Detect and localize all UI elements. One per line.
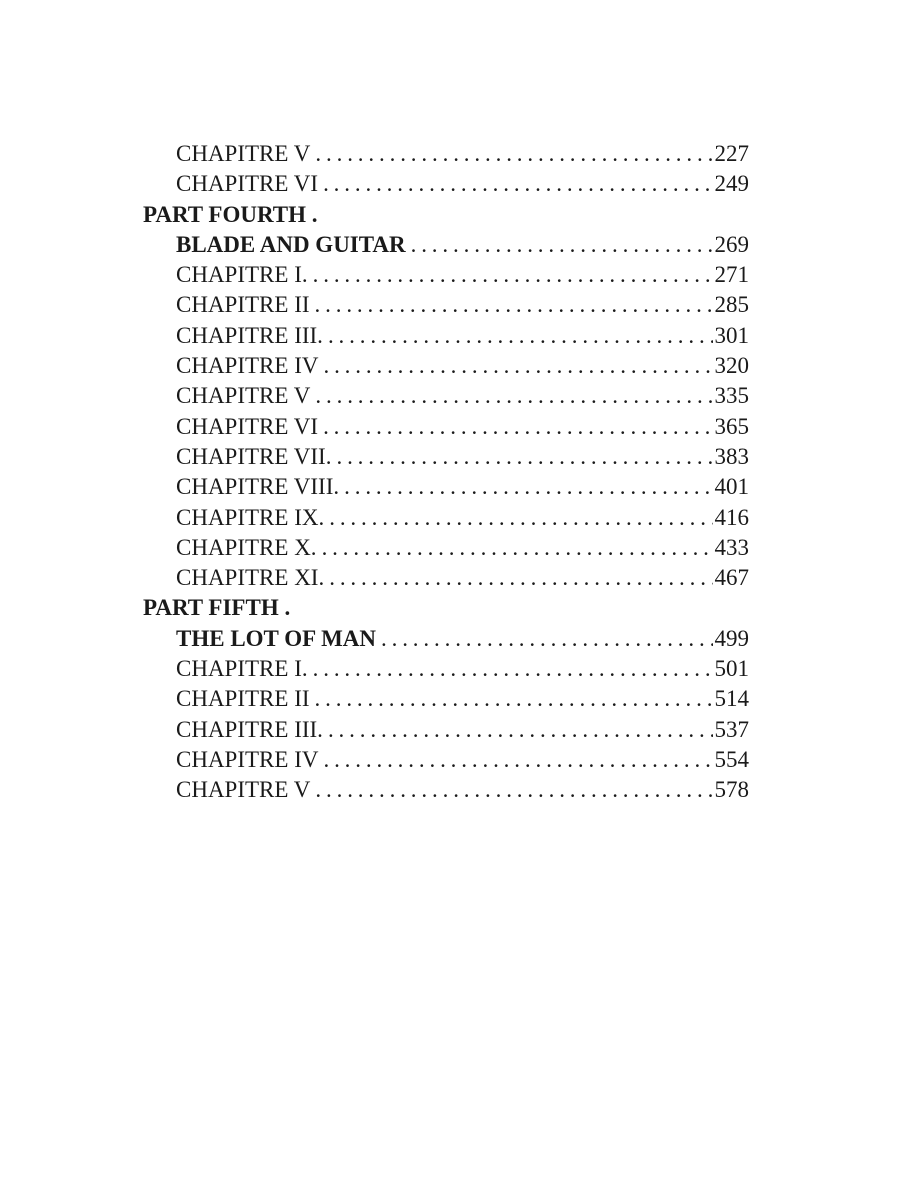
dot-leader [328,321,713,351]
toc-part-heading [143,200,749,230]
toc-entry-label: CHAPITRE IX. [176,504,325,530]
toc-entry [143,381,749,411]
toc-entry [143,472,749,502]
dot-leader [344,472,712,502]
toc-entry [143,260,749,290]
table-of-contents [143,139,749,806]
toc-entry-label: CHAPITRE V [176,777,311,803]
toc-entry-label: CHAPITRE I. [176,262,308,288]
dot-leader [313,654,713,684]
toc-entry [143,745,749,775]
toc-entry-page: 269 [714,231,749,257]
toc-entry-page: 335 [714,383,749,409]
toc-entry-page: 467 [714,565,749,591]
toc-entry-label: CHAPITRE III. [176,716,323,742]
toc-entry [143,563,749,593]
toc-entry-page: 320 [714,353,749,379]
dot-leader [315,381,712,411]
toc-entry-page: 499 [714,625,749,651]
toc-entry-label: CHAPITRE VII. [176,443,332,469]
toc-entry-label: CHAPITRE II [176,292,310,318]
toc-entry [143,684,749,714]
dot-leader [315,139,712,169]
toc-entry-page: 285 [714,292,749,318]
toc-entry-label: CHAPITRE V [176,383,311,409]
toc-entry-page: 578 [714,777,749,803]
dot-leader [323,412,712,442]
toc-entry [143,139,749,169]
dot-leader [322,533,713,563]
toc-entry [143,442,749,472]
toc-entry-page: 537 [714,716,749,742]
dot-leader [315,290,713,320]
toc-entry-label: CHAPITRE I. [176,656,308,682]
toc-entry-page: 271 [714,262,749,288]
toc-section-entry [143,624,749,654]
toc-entry-page: 554 [714,746,749,772]
dot-leader [323,351,712,381]
toc-entry [143,412,749,442]
toc-entry [143,321,749,351]
toc-entry-page: 227 [714,141,749,166]
dot-leader [411,230,713,260]
toc-entry-page: 514 [714,686,749,712]
toc-entry [143,654,749,684]
toc-entry-label: CHAPITRE XI. [176,565,325,591]
dot-leader [336,442,712,472]
toc-entry-page: 433 [714,534,749,560]
toc-entry-page: 365 [714,413,749,439]
toc-entry-label: CHAPITRE X. [176,534,317,560]
dot-leader [315,775,712,805]
toc-entry [143,503,749,533]
toc-part-heading [143,593,749,623]
toc-entry [143,775,749,805]
toc-entry-page: 501 [714,656,749,682]
toc-entry-page: 416 [714,504,749,530]
dot-leader [381,624,713,654]
dot-leader [328,715,713,745]
dot-leader [313,260,713,290]
toc-entry-label: CHAPITRE VIII. [176,474,340,500]
toc-entry-page: 383 [714,443,749,469]
toc-entry [143,715,749,745]
toc-entry [143,351,749,381]
toc-entry-label: CHAPITRE IV [176,353,319,379]
toc-entry-label: CHAPITRE II [176,686,310,712]
dot-leader [323,745,712,775]
toc-part-label: PART FOURTH . [143,201,318,227]
toc-entry-page: 249 [714,171,749,197]
toc-entry-page: 301 [714,322,749,348]
toc-entry-label: CHAPITRE III. [176,322,323,348]
toc-part-label: PART FIFTH . [143,595,291,621]
dot-leader [329,503,712,533]
toc-entry-label: CHAPITRE VI [176,171,319,197]
toc-section-label: THE LOT OF MAN [176,625,376,651]
toc-section-entry [143,230,749,260]
toc-entry [143,290,749,320]
dot-leader [323,169,712,199]
dot-leader [329,563,712,593]
dot-leader [315,684,713,714]
toc-entry-label: CHAPITRE IV [176,746,319,772]
toc-entry-label: CHAPITRE VI [176,413,319,439]
toc-section-label: BLADE AND GUITAR [176,231,406,257]
toc-entry-page: 401 [714,474,749,500]
toc-entry [143,533,749,563]
toc-entry-label: CHAPITRE V [176,141,311,166]
toc-entry [143,169,749,199]
